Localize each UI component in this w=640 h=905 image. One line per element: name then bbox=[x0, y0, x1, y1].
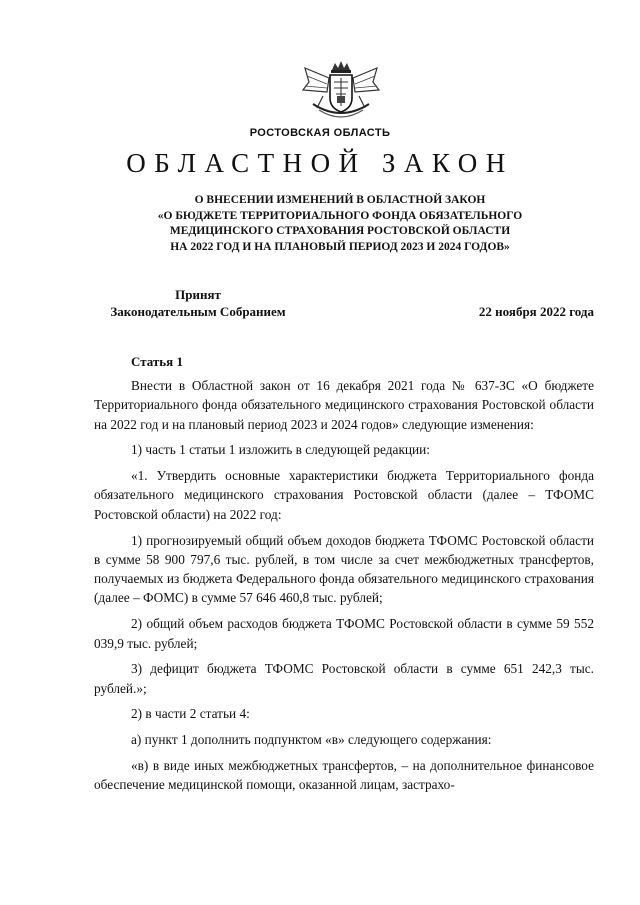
law-title-line: «О БЮДЖЕТЕ ТЕРРИТОРИАЛЬНОГО ФОНДА ОБЯЗАТЕЛЬНОГО bbox=[157, 209, 523, 222]
region-name: РОСТОВСКАЯ ОБЛАСТЬ bbox=[249, 127, 391, 139]
law-title-line: О ВНЕСЕНИИ ИЗМЕНЕНИЙ В ОБЛАСТНОЙ ЗАКОН bbox=[194, 194, 486, 206]
adoption-label-line2: Законодательным Собранием bbox=[110, 304, 286, 319]
paragraph-deficit: 3) дефицит бюджета ТФОМС Ростовской области в сумме 651 242,3 тыс. рублей.»; bbox=[94, 661, 594, 696]
paragraph-intro: Внести в Областной закон от 16 декабря 2021 года № 637-ЗС «О бюджете Территориального фонда обязательного медицинского страхования Ростовской области на 2022 год и на плановый период 2023 и 2024 годов» следующие изменения: bbox=[94, 378, 594, 432]
law-title-line: НА 2022 ГОД И НА ПЛАНОВЫЙ ПЕРИОД 2023 И 2024 ГОДОВ» bbox=[170, 240, 510, 253]
adoption-label-line1: Принят bbox=[175, 287, 221, 302]
paragraph-subitem-a: а) пункт 1 дополнить подпунктом «в» следующего содержания: bbox=[131, 732, 492, 748]
paragraph-quote-1: «1. Утвердить основные характеристики бюджета Территориального фонда обязательного медицинского страхования Ростовской области (далее – ТФОМС Ростовской области) на 2022 год: bbox=[94, 468, 594, 522]
paragraph-revenue: 1) прогнозируемый общий объем доходов бюджета ТФОМС Ростовской области в сумме 58 900 797,6 тыс. рублей, в том числе за счет межбюджетных трансфертов, получаемых из бюджета Федерального фонда обязательного медицинского страхования (далее – ФОМС) в сумме 57 646 460,8 тыс. рублей; bbox=[94, 532, 594, 606]
adoption-label bbox=[90, 286, 306, 320]
law-title-line: МЕДИЦИНСКОГО СТРАХОВАНИЯ РОСТОВСКОЙ ОБЛАСТИ bbox=[169, 225, 511, 237]
paragraph-item-2: 2) в части 2 статьи 4: bbox=[131, 706, 250, 722]
paragraph-item-1: 1) часть 1 статьи 1 изложить в следующей редакции: bbox=[131, 442, 430, 458]
paragraph-expenses: 2) общий объем расходов бюджета ТФОМС Ростовской области в сумме 59 552 039,9 тыс. рублей; bbox=[94, 616, 594, 651]
adoption-date: 22 ноября 2022 года bbox=[478, 304, 594, 319]
law-title bbox=[100, 193, 580, 255]
paragraph-subitem-v: «в) в виде иных межбюджетных трансфертов, – на дополнительное финансовое обеспечение медицинской помощи, оказанной лицам, застрахо- bbox=[94, 758, 594, 793]
article-heading: Статья 1 bbox=[131, 354, 183, 369]
article-body bbox=[94, 376, 594, 795]
document-type: ОБЛАСТНОЙ ЗАКОН bbox=[126, 148, 514, 178]
coat-of-arms-icon bbox=[299, 60, 383, 124]
